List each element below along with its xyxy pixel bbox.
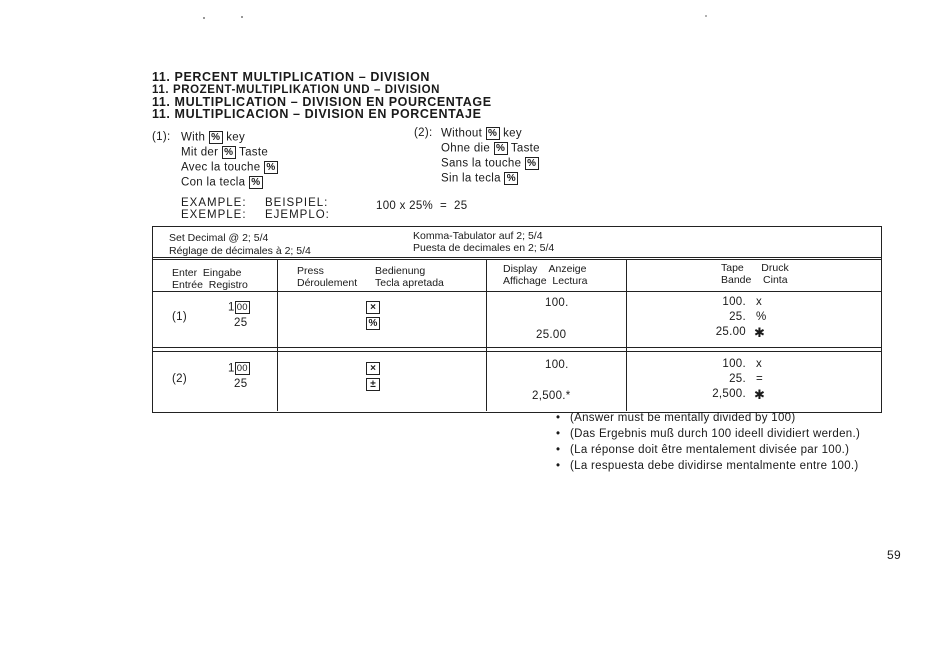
- mode2-text: Without: [441, 127, 483, 140]
- percent-key-icon: %: [264, 161, 278, 174]
- example-label-de: BEISPIEL:: [265, 197, 329, 209]
- entry-value: [228, 301, 250, 314]
- heading-german: 11. PROZENT-MULTIPLIKATION UND – DIVISION: [152, 84, 441, 96]
- mode1-line-es: [181, 176, 263, 189]
- example-label-es: EJEMPLO:: [265, 209, 330, 221]
- entry-digit: 1: [228, 301, 235, 314]
- entry-value: 25: [234, 378, 248, 390]
- row-label: (2): [172, 373, 187, 385]
- mode1-text: key: [226, 131, 245, 144]
- note-en: • (Answer must be mentally divided by 100): [570, 412, 796, 424]
- mode2-text: Ohne die: [441, 142, 491, 155]
- mode1-line-de: [181, 146, 268, 159]
- column-divider: [626, 259, 627, 411]
- percent-key-icon: %: [249, 176, 263, 189]
- asterisk-icon: ✱: [754, 387, 766, 402]
- scan-speck: [705, 15, 707, 17]
- example-expression: 100 x 25% = 25: [376, 200, 468, 212]
- asterisk-icon: ✱: [754, 325, 766, 340]
- tape-symbol: =: [756, 373, 764, 385]
- header-display-fr: Affichage Lectura: [503, 275, 588, 287]
- page-number: 59: [887, 548, 901, 562]
- entry-value: 25: [234, 317, 248, 329]
- display-value: 25.00: [536, 329, 567, 341]
- mode2-text: Sans la touche: [441, 157, 522, 170]
- mode1-text: Avec la touche: [181, 161, 261, 174]
- note-de: • (Das Ergebnis muß durch 100 ideell dividiert werden.): [570, 428, 860, 440]
- header-press-fr: Déroulement: [297, 277, 358, 289]
- mode1-text: Mit der: [181, 146, 219, 159]
- setting-decimal-es: Puesta de decimales en 2; 5/4: [413, 242, 555, 254]
- mode1-label: (1):: [152, 131, 171, 143]
- mode2-text: key: [503, 127, 522, 140]
- heading-spanish: 11. MULTIPLICACION – DIVISION EN PORCENTAJE: [152, 107, 482, 121]
- scan-speck: [203, 17, 205, 19]
- percent-key-icon: [366, 315, 380, 333]
- heading-english: 11. PERCENT MULTIPLICATION – DIVISION: [152, 70, 431, 84]
- header-press: Press: [297, 265, 324, 277]
- key-symbol: ×: [366, 362, 380, 375]
- example-label-en: EXAMPLE:: [181, 197, 247, 209]
- setting-decimal-en: Set Decimal @ 2; 5/4: [169, 232, 269, 244]
- mode2-line-de: [441, 142, 540, 155]
- double-zero-key-icon: 00: [236, 302, 248, 313]
- header-enter-fr: Entrée Registro: [172, 279, 248, 291]
- note-es: • (La respuesta debe dividirse mentalmente entre 100.): [570, 460, 859, 472]
- mode1-text: With: [181, 131, 206, 144]
- percent-key-icon: %: [504, 172, 518, 185]
- mode2-line-en: [441, 127, 522, 140]
- header-display: Display Anzeige: [503, 263, 587, 275]
- key-symbol: ×: [366, 301, 380, 314]
- mode2-line-fr: [441, 157, 539, 170]
- row-label: (1): [172, 311, 187, 323]
- row-rule: [152, 351, 881, 352]
- display-value: 100.: [545, 359, 569, 371]
- mode2-line-es: [441, 172, 518, 185]
- tape-value: 25.: [729, 311, 746, 323]
- table-top-rule: [152, 226, 882, 227]
- column-divider: [277, 259, 278, 411]
- header-tape-fr: Bande Cinta: [721, 274, 788, 286]
- tape-symbol: x: [756, 358, 763, 370]
- percent-key-icon: %: [209, 131, 223, 144]
- example-label-fr: EXEMPLE:: [181, 209, 247, 221]
- percent-key-icon: %: [494, 142, 508, 155]
- double-zero-key-icon: 00: [236, 363, 248, 374]
- tape-value: 2,500.: [712, 388, 746, 400]
- mode2-text: Sin la tecla: [441, 172, 501, 185]
- header-tape: Tape Druck: [721, 262, 789, 274]
- percent-key-icon: %: [525, 157, 539, 170]
- percent-key-icon: %: [222, 146, 236, 159]
- header-enter: Enter Eingabe: [172, 267, 242, 279]
- equals-key-icon: [366, 376, 380, 394]
- header-rule: [152, 259, 881, 260]
- entry-digit: 1: [228, 362, 235, 375]
- row-rule: [152, 347, 881, 348]
- display-value: 100.: [545, 297, 569, 309]
- tape-symbol: %: [756, 311, 767, 323]
- header-rule: [152, 257, 881, 258]
- scan-speck: [241, 16, 243, 18]
- header-press-es: Tecla apretada: [375, 277, 444, 289]
- column-divider: [486, 259, 487, 411]
- mode1-line-fr: [181, 161, 278, 174]
- key-symbol: %: [366, 317, 380, 330]
- header-press-de: Bedienung: [375, 265, 426, 277]
- mode1-text: Taste: [239, 146, 269, 159]
- tape-symbol: x: [756, 296, 763, 308]
- setting-decimal-fr: Réglage de décimales à 2; 5/4: [169, 245, 311, 257]
- heading-french: 11. MULTIPLICATION – DIVISION EN POURCENTAGE: [152, 95, 492, 109]
- setting-decimal-de: Komma-Tabulator auf 2; 5/4: [413, 230, 543, 242]
- display-value: 2,500.*: [532, 390, 571, 402]
- body-rule: [152, 291, 881, 292]
- tape-value: 100.: [722, 358, 746, 370]
- tape-value: 25.00: [715, 326, 746, 338]
- note-fr: • (La réponse doit être mentalement divisée par 100.): [570, 444, 849, 456]
- mode1-text: Con la tecla: [181, 176, 246, 189]
- mode2-text: Taste: [510, 142, 540, 155]
- entry-value: [228, 362, 250, 375]
- tape-value: 100.: [722, 296, 746, 308]
- key-symbol: ±: [366, 378, 380, 391]
- mode2-label: (2):: [414, 127, 433, 139]
- percent-key-icon: %: [486, 127, 500, 140]
- mode1-line-en: [181, 131, 245, 144]
- tape-value: 25.: [729, 373, 746, 385]
